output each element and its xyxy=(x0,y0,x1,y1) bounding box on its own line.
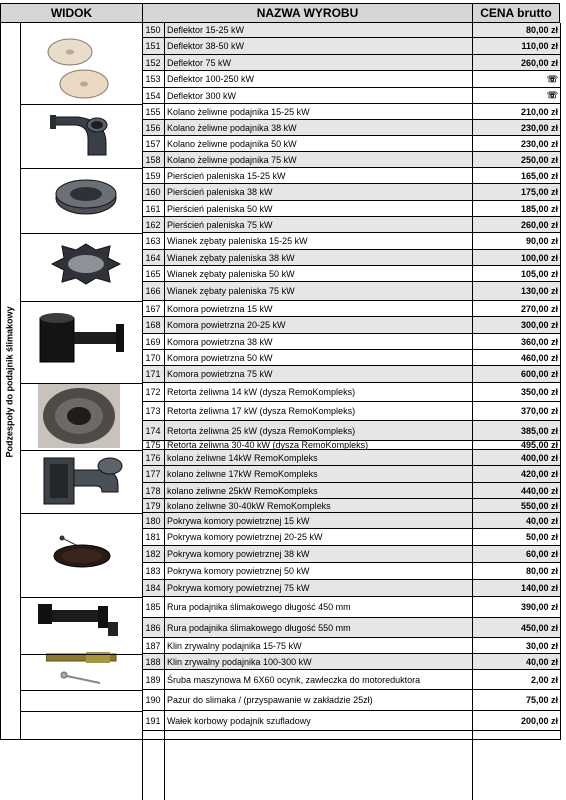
table-row xyxy=(142,334,560,350)
item-price: 80,00 zł xyxy=(525,566,558,576)
item-price: 140,00 zł xyxy=(520,583,558,593)
group-divider xyxy=(20,450,142,451)
table-row xyxy=(142,499,560,513)
item-price: 350,00 zł xyxy=(520,387,558,397)
table-row xyxy=(142,638,560,654)
item-number: 174 xyxy=(142,421,165,440)
item-number: 168 xyxy=(142,317,165,333)
item-price: 105,00 zł xyxy=(520,268,558,279)
item-price: 130,00 zł xyxy=(520,286,558,296)
item-number: 160 xyxy=(142,184,165,200)
item-price: 230,00 zł xyxy=(520,138,558,149)
item-name: Kolano żeliwne podajnika 38 kW xyxy=(167,122,297,133)
grid-line xyxy=(142,23,143,800)
table-row xyxy=(142,441,560,450)
item-price: 50,00 zł xyxy=(525,532,558,542)
item-price: 185,00 zł xyxy=(520,203,558,214)
group-divider xyxy=(20,597,142,598)
grid-line xyxy=(164,23,165,800)
table-row xyxy=(142,233,560,250)
table-row xyxy=(142,136,560,152)
item-name: Deflektor 75 kW xyxy=(167,57,232,68)
item-name: Kolano żeliwne podajnika 50 kW xyxy=(167,138,297,149)
item-name: Pokrywa komory powietrznej 75 kW xyxy=(167,583,310,593)
item-number: 190 xyxy=(142,690,165,710)
item-number: 163 xyxy=(142,233,165,249)
item-number: 166 xyxy=(142,282,165,300)
item-name: Komora powietrzna 50 kW xyxy=(167,352,273,363)
table-row xyxy=(142,546,560,563)
group-divider xyxy=(20,168,142,169)
item-price: 90,00 zł xyxy=(525,236,558,246)
group-divider xyxy=(20,690,142,691)
header-price: CENA brutto xyxy=(472,3,560,23)
table-row xyxy=(142,55,560,71)
item-price: 100,00 zł xyxy=(520,252,558,263)
item-number: 178 xyxy=(142,483,165,498)
item-price: 260,00 zł xyxy=(520,219,558,230)
item-price: 400,00 zł xyxy=(520,452,558,463)
item-name: Retorta żeliwna 17 kW (dysza RemoKompleks) xyxy=(167,406,356,416)
item-name: Pokrywa komory powietrznej 15 kW xyxy=(167,515,310,526)
table-row xyxy=(142,38,560,55)
item-price: 80,00 zł xyxy=(525,25,558,35)
header-name: NAZWA WYROBU xyxy=(142,3,472,23)
table-row xyxy=(142,597,560,618)
item-price: 460,00 zł xyxy=(520,352,558,363)
item-number: 188 xyxy=(142,654,165,669)
item-number: 170 xyxy=(142,350,165,365)
table-row xyxy=(142,450,560,466)
item-name: Retorta żeliwna 25 kW (dysza RemoKompleks) xyxy=(167,425,356,436)
item-price: 300,00 zł xyxy=(520,320,558,330)
item-name: kolano żeliwne 17kW RemoKompleks xyxy=(167,469,318,479)
item-name: Rura podajnika ślimakowego długość 550 mm xyxy=(167,622,351,633)
table-row xyxy=(142,402,560,421)
item-price: 110,00 zł xyxy=(521,41,558,51)
item-name: Deflektor 15-25 kW xyxy=(167,25,245,35)
item-name: Pierścień paleniska 38 kW xyxy=(167,187,273,197)
grid-line xyxy=(0,23,1,740)
item-number: 184 xyxy=(142,580,165,596)
item-name: kolano żeliwne 30-40kW RemoKompleks xyxy=(167,500,331,511)
table-row xyxy=(142,580,560,597)
item-name: Wianek zębaty paleniska 15-25 kW xyxy=(167,236,308,246)
group-divider xyxy=(20,233,142,234)
item-price: 370,00 zł xyxy=(520,406,558,416)
item-name: Pokrywa komory powietrznej 50 kW xyxy=(167,566,310,576)
table-row xyxy=(142,104,560,120)
item-number: 161 xyxy=(142,201,165,216)
item-name: Retorta żeliwna 14 kW (dysza RemoKompleks) xyxy=(167,387,356,397)
table-row xyxy=(142,266,560,282)
item-number: 183 xyxy=(142,563,165,579)
item-name: Klin zrywalny podajnika 100-300 kW xyxy=(167,656,312,667)
table-row xyxy=(142,217,560,233)
toothed-wreath-image xyxy=(48,240,124,288)
remokompleks-elbow-image xyxy=(42,452,128,510)
cast-iron-elbow-image xyxy=(48,113,114,159)
item-name: Klin zrywalny podajnika 15-75 kW xyxy=(167,640,302,651)
cast-iron-retort-image xyxy=(38,384,120,448)
item-price: 40,00 zł xyxy=(525,656,558,667)
item-price: 450,00 zł xyxy=(520,622,558,633)
grid-line xyxy=(0,739,561,740)
furnace-ring-image xyxy=(52,172,120,220)
table-row xyxy=(142,152,560,168)
item-price: 40,00 zł xyxy=(525,515,558,526)
item-number: 156 xyxy=(142,120,165,135)
item-name: Komora powietrzna 38 kW xyxy=(167,336,273,347)
item-name: Śruba maszynowa M 6X60 ocynk, zawleczka do motoreduktora xyxy=(167,674,421,685)
table-row xyxy=(142,670,560,690)
grid-line xyxy=(560,23,561,740)
group-divider xyxy=(20,711,142,712)
item-price: 75,00 zł xyxy=(525,695,558,705)
item-price: 30,00 zł xyxy=(525,640,558,651)
group-divider xyxy=(20,654,142,655)
item-number: 162 xyxy=(142,217,165,232)
item-price: 385,00 zł xyxy=(520,425,558,436)
item-number: 167 xyxy=(142,301,165,316)
item-number: 180 xyxy=(142,513,165,528)
table-row xyxy=(142,383,560,402)
item-price: 550,00 zł xyxy=(520,500,558,511)
table-row xyxy=(142,120,560,136)
item-number: 173 xyxy=(142,402,165,420)
table-row xyxy=(142,88,560,104)
item-number: 153 xyxy=(142,71,165,87)
header-view: WIDOK xyxy=(0,3,142,23)
table-row xyxy=(142,23,560,38)
item-price: 200,00 zł xyxy=(520,715,558,726)
item-price: 420,00 zł xyxy=(520,469,558,479)
item-number: 157 xyxy=(142,136,165,151)
item-price: 360,00 zł xyxy=(520,336,558,347)
item-price: 260,00 zł xyxy=(520,57,558,68)
item-number: 177 xyxy=(142,466,165,482)
table-row xyxy=(142,168,560,184)
item-name: Retorta żeliwna 30-40 kW (dysza RemoKompleks) xyxy=(167,441,369,449)
item-number: 150 xyxy=(142,23,165,37)
table-row xyxy=(142,301,560,317)
table-row xyxy=(142,350,560,366)
item-name: kolano żeliwne 25kW RemoKompleks xyxy=(167,485,318,496)
item-number: 158 xyxy=(142,152,165,167)
item-name: Kolano żeliwne podajnika 75 kW xyxy=(167,154,297,165)
item-name: Deflektor 100-250 kW xyxy=(167,74,255,84)
item-name: kolano żeliwne 14kW RemoKompleks xyxy=(167,452,318,463)
item-name: Pierścień paleniska 15-25 kW xyxy=(167,170,286,181)
item-number: 164 xyxy=(142,250,165,265)
grid-line xyxy=(472,23,473,800)
bolt-image xyxy=(60,671,106,687)
table-row xyxy=(142,282,560,301)
item-name: Komora powietrzna 20-25 kW xyxy=(167,320,286,330)
item-number: 169 xyxy=(142,334,165,349)
table-row xyxy=(142,201,560,217)
item-name: Pokrywa komory powietrznej 20-25 kW xyxy=(167,532,323,542)
item-price: 270,00 zł xyxy=(520,303,558,314)
item-number: 165 xyxy=(142,266,165,281)
side-category-label xyxy=(1,26,19,738)
item-name: Pierścień paleniska 75 kW xyxy=(167,219,273,230)
item-price: 2,00 zł xyxy=(530,674,558,685)
item-price: 175,00 zł xyxy=(520,187,558,197)
table-row xyxy=(142,466,560,483)
table-row xyxy=(142,71,560,88)
item-price: 230,00 zł xyxy=(520,122,558,133)
table-row xyxy=(142,711,560,731)
grid-line xyxy=(20,23,21,740)
item-price: 600,00 zł xyxy=(520,369,558,379)
item-price: 165,00 zł xyxy=(520,170,558,181)
item-price: 210,00 zł xyxy=(520,106,558,117)
item-number: 176 xyxy=(142,450,165,465)
item-number: 175 xyxy=(142,441,165,449)
item-name: Komora powietrzna 75 kW xyxy=(167,369,273,379)
table-row xyxy=(142,690,560,711)
feeder-pipe-image xyxy=(38,602,128,638)
item-price: ☏ xyxy=(546,90,558,100)
group-divider xyxy=(20,301,142,302)
item-price: 60,00 zł xyxy=(525,549,558,559)
item-number: 159 xyxy=(142,168,165,183)
item-number: 171 xyxy=(142,366,165,382)
item-price: 250,00 zł xyxy=(520,154,558,165)
item-price: 440,00 zł xyxy=(520,485,558,496)
item-name: Pokrywa komory powietrznej 38 kW xyxy=(167,549,310,559)
item-number: 152 xyxy=(142,55,165,70)
item-number: 182 xyxy=(142,546,165,562)
item-number: 191 xyxy=(142,711,165,730)
item-price: 495,00 zł xyxy=(520,440,558,450)
table-row xyxy=(142,317,560,334)
table-row xyxy=(142,563,560,580)
item-name: Wianek zębaty paleniska 50 kW xyxy=(167,268,295,279)
table-row xyxy=(142,529,560,546)
item-number: 187 xyxy=(142,638,165,653)
item-number: 172 xyxy=(142,383,165,401)
item-name: Wianek zębaty paleniska 75 kW xyxy=(167,286,295,296)
item-number: 186 xyxy=(142,618,165,637)
table-row xyxy=(142,654,560,670)
item-name: Deflektor 38-50 kW xyxy=(167,41,245,51)
table-row xyxy=(142,250,560,266)
side-category-text: Podzespoły do podajnik ślimakowy xyxy=(5,306,15,458)
table-row xyxy=(142,366,560,383)
item-name: Kolano żeliwne podajnika 15-25 kW xyxy=(167,106,310,117)
table-row xyxy=(142,618,560,638)
shear-pin-image xyxy=(46,650,120,666)
chamber-cover-image xyxy=(50,532,114,572)
deflector-image xyxy=(40,34,120,104)
item-name: Komora powietrzna 15 kW xyxy=(167,303,273,314)
item-name: Pazur do slimaka / (przyspawanie w zakładzie 25zł) xyxy=(167,695,373,705)
air-chamber-image xyxy=(36,310,132,368)
item-name: Deflektor 300 kW xyxy=(167,90,237,101)
item-price: ☏ xyxy=(546,73,558,84)
item-name: Rura podajnika ślimakowego długość 450 mm xyxy=(167,602,351,612)
group-divider xyxy=(20,104,142,105)
item-number: 179 xyxy=(142,499,165,512)
table-row xyxy=(142,513,560,529)
group-divider xyxy=(20,513,142,514)
item-number: 151 xyxy=(142,38,165,54)
item-name: Wałek korbowy podajnik szufladowy xyxy=(167,715,311,726)
item-number: 154 xyxy=(142,88,165,103)
item-price: 390,00 zł xyxy=(520,602,558,612)
table-row xyxy=(142,483,560,499)
item-number: 189 xyxy=(142,670,165,689)
item-name: Pierścień paleniska 50 kW xyxy=(167,203,273,214)
item-number: 185 xyxy=(142,597,165,617)
item-number: 155 xyxy=(142,104,165,119)
table-row xyxy=(142,421,560,441)
group-divider xyxy=(20,383,142,384)
item-name: Wianek zębaty paleniska 38 kW xyxy=(167,252,295,263)
item-number: 181 xyxy=(142,529,165,545)
table-row xyxy=(142,184,560,201)
